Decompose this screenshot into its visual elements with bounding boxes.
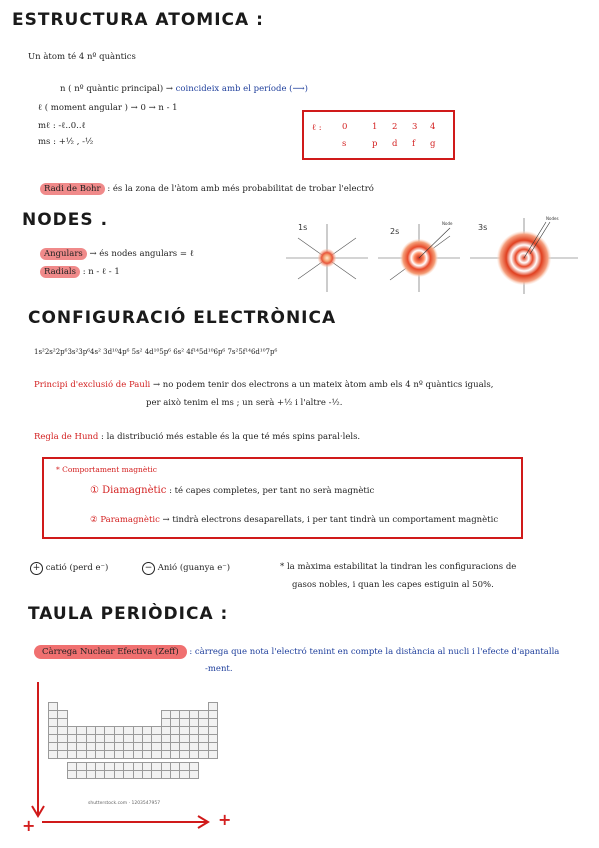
- intro-text: Un àtom té 4 nº quàntics: [28, 52, 136, 62]
- radi-bohr-label: Radi de Bohr: [40, 183, 105, 195]
- orbital-3s: [470, 216, 578, 294]
- orbital-f: f: [412, 139, 416, 149]
- l-value-3: 3: [412, 122, 418, 132]
- orbital-g: g: [430, 139, 436, 149]
- l-value-1: 1: [372, 122, 378, 132]
- plus-circle-icon: +: [30, 562, 43, 575]
- orbital-s: s: [342, 139, 347, 149]
- title-nodes: NODES .: [22, 210, 109, 230]
- orbital-diagram: [278, 214, 583, 294]
- trend-arrows: [20, 680, 240, 830]
- angulars-line: Angulars → és nodes angulars = ℓ: [40, 248, 194, 259]
- title-taula-periodica: TAULA PERIÒDICA :: [28, 604, 229, 624]
- plus-right: +: [218, 810, 232, 829]
- nodes-label: Nodes: [546, 216, 559, 221]
- l-value-0: 0: [342, 122, 348, 132]
- radials-line: Radials : n - ℓ - 1: [40, 266, 120, 277]
- magnetic-box: [42, 457, 523, 539]
- hund-line: Regla de Hund : la distribució més estable és la que té més spins paral·lels.: [34, 432, 361, 442]
- n-line: n ( nº quàntic principal) → coincideix amb el període (⟶): [60, 84, 308, 94]
- paramagnetic-line: ② Paramagnètic → tindrà electrons desaparellats, i per tant tindrà un comportament magnètic: [90, 515, 499, 525]
- node-label: Node: [442, 221, 453, 226]
- orbital-p: p: [372, 139, 378, 149]
- zeff-line: Càrrega Nuclear Efectiva (Zeff) : càrrega que nota l'electró tenint en compte la distància al nucli i l'efecte d'apantalla: [34, 647, 559, 657]
- l-value-4: 4: [430, 122, 436, 132]
- plus-left: +: [22, 816, 36, 835]
- diamagnetic-line: ① Diamagnètic : té capes completes, per tant no serà magnètic: [90, 485, 375, 496]
- pauli-label: Principi d'exclusió de Pauli: [34, 380, 151, 390]
- electron-sequence: 1s²2s²2p⁶3s²3p⁶4s² 3d¹⁰4p⁶ 5s² 4d¹⁰5p⁶ 6s² 4f¹⁴5d¹⁰6p⁶ 7s²5f¹⁴6d¹⁰7p⁶: [34, 348, 278, 356]
- orbital-1s: [286, 223, 368, 292]
- anio-line: − Anió (guanya e⁻): [142, 562, 230, 575]
- zeff-line-2: -ment.: [205, 664, 233, 674]
- orbital-3s-label: 3s: [478, 223, 488, 232]
- l-value-2: 2: [392, 122, 398, 132]
- quantum-l-box: [302, 110, 455, 160]
- ms-line: ms : +½ , -½: [38, 137, 94, 147]
- l-label: ℓ :: [312, 123, 322, 133]
- hund-label: Regla de Hund: [34, 432, 99, 442]
- image-credit: shutterstock.com · 1203547957: [88, 801, 161, 806]
- angulars-label: Angulars: [40, 248, 87, 260]
- orbital-2s: [378, 221, 460, 292]
- pauli-line: Principi d'exclusió de Pauli → no podem tenir dos electrons a un mateix àtom amb els 4 nº quàntics iguals,: [34, 380, 494, 390]
- ml-line: mℓ : -ℓ..0..ℓ: [38, 121, 86, 131]
- pauli-line-2: per això tenim el ms ; un serà +½ i l'altre -½.: [146, 398, 343, 408]
- stability-note-2: gasos nobles, i quan les capes estiguin al 50%.: [292, 580, 494, 590]
- stability-note-1: * la màxima estabilitat la tindran les configuracions de: [280, 562, 517, 572]
- zeff-label: Càrrega Nuclear Efectiva (Zeff): [34, 645, 187, 659]
- minus-circle-icon: −: [142, 562, 155, 575]
- diamagnetic-label: Diamagnètic: [102, 485, 167, 496]
- l-line: ℓ ( moment angular ) → 0 → n - 1: [38, 103, 178, 113]
- orbital-d: d: [392, 139, 398, 149]
- orbital-1s-label: 1s: [298, 223, 308, 232]
- radi-bohr-line: Radi de Bohr : és la zona de l'àtom amb més probabilitat de trobar l'electró: [40, 184, 374, 194]
- orbital-2s-label: 2s: [390, 227, 400, 236]
- title-configuracio: CONFIGURACIÓ ELECTRÒNICA: [28, 308, 337, 328]
- paramagnetic-label: Paramagnètic: [100, 515, 160, 525]
- radials-label: Radials: [40, 266, 80, 278]
- magnetic-box-title: * Comportament magnètic: [56, 465, 157, 474]
- catio-line: + catió (perd e⁻): [30, 562, 108, 575]
- title-estructura-atomica: ESTRUCTURA ATOMICA :: [12, 10, 264, 30]
